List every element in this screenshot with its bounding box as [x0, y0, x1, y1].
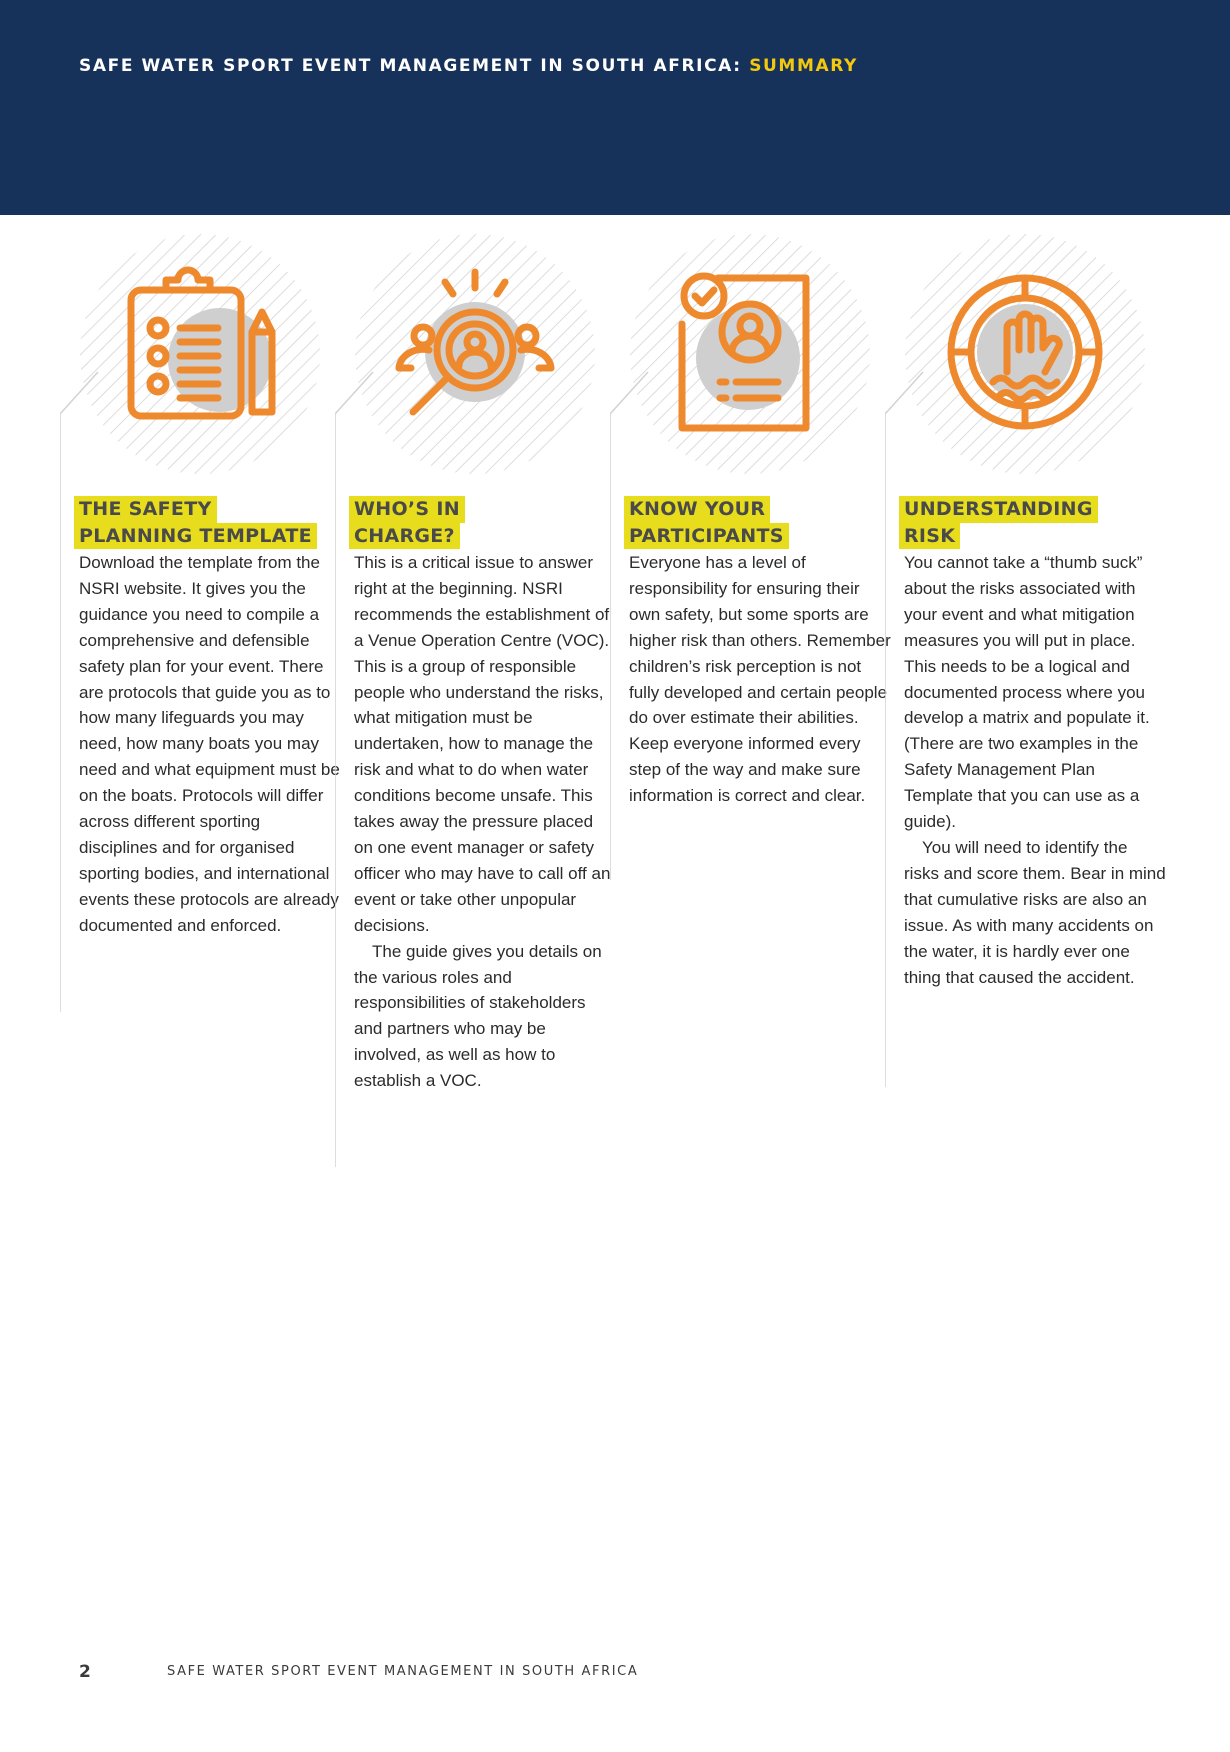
body-paragraph: You cannot take a “thumb suck” about the risks associated with your event and what mitigation measures you will put in place. This needs to be a logical and documented process where you develop a matrix and populate it. (There are two examples in the Safety Management Plan Template that you can use as a guide). [904, 553, 1150, 832]
column-safety-planning-template [60, 232, 340, 1192]
column-heading [349, 496, 611, 549]
header-title [79, 56, 858, 76]
heading-line: KNOW YOUR [624, 496, 770, 523]
participant-profile-icon [628, 232, 872, 476]
header-title-main: SAFE WATER SPORT EVENT MANAGEMENT IN SOUTH AFRICA: [79, 56, 742, 76]
body-paragraph: Everyone has a level of responsibility for ensuring their own safety, but some sports are higher risk than others. Remember children’s risk perception is not fully developed and certain people do over estimate their abilities. Keep everyone informed every step of the way and make sure information is correct and clear. [629, 553, 891, 806]
body-paragraph: Download the template from the NSRI website. It gives you the guidance you need to compile a comprehensive and defensible safety plan for your event. There are protocols that guide you as to how many lifeguards you may need, how many boats you may need and what equipment must be on the boats. Protocols will differ across different sporting disciplines and for organised sporting bodies, and international events these protocols are already documented and enforced. [79, 553, 340, 935]
page-header [0, 0, 1230, 215]
column-body [79, 550, 341, 939]
page-number: 2 [79, 1662, 91, 1682]
lifebuoy-hand-icon [903, 232, 1147, 476]
column-understanding-risk [885, 232, 1166, 1192]
column-heading [899, 496, 1161, 549]
header-title-accent: SUMMARY [749, 56, 858, 76]
body-paragraph: You will need to identify the risks and score them. Bear in mind that cumulative risks are also an issue. As with many accidents on the water, it is hardly ever one thing that caused the accident. [904, 837, 1166, 987]
heading-line: PLANNING TEMPLATE [74, 523, 317, 550]
column-body [904, 550, 1166, 990]
heading-line: UNDERSTANDING [899, 496, 1098, 523]
column-whos-in-charge [335, 232, 610, 1192]
heading-line: THE SAFETY [74, 496, 217, 523]
column-body [354, 550, 616, 1094]
magnifier-people-icon [353, 232, 597, 476]
column-heading [74, 496, 336, 549]
column-heading [624, 496, 886, 549]
heading-line: RISK [899, 523, 960, 550]
heading-line: CHARGE? [349, 523, 460, 550]
column-body [629, 550, 891, 809]
heading-line: PARTICIPANTS [624, 523, 789, 550]
column-know-your-participants [610, 232, 891, 1192]
clipboard-checklist-icon [78, 232, 322, 476]
body-paragraph: This is a critical issue to answer right at the beginning. NSRI recommends the establishment of a Venue Operation Centre (VOC). This is a group of responsible people who understand the risks, what mitigation must be undertaken, how to manage the risk and what to do when water conditions become unsafe. This takes away the pressure placed on one event manager or safety officer who may have to call off an event or take other unpopular decisions. [354, 553, 611, 935]
body-paragraph: The guide gives you details on the various roles and responsibilities of stakeholders and partners who may be involved, as well as how to establish a VOC. [354, 941, 602, 1091]
heading-line: WHO’S IN [349, 496, 465, 523]
footer-title: SAFE WATER SPORT EVENT MANAGEMENT IN SOUTH AFRICA [167, 1664, 639, 1679]
